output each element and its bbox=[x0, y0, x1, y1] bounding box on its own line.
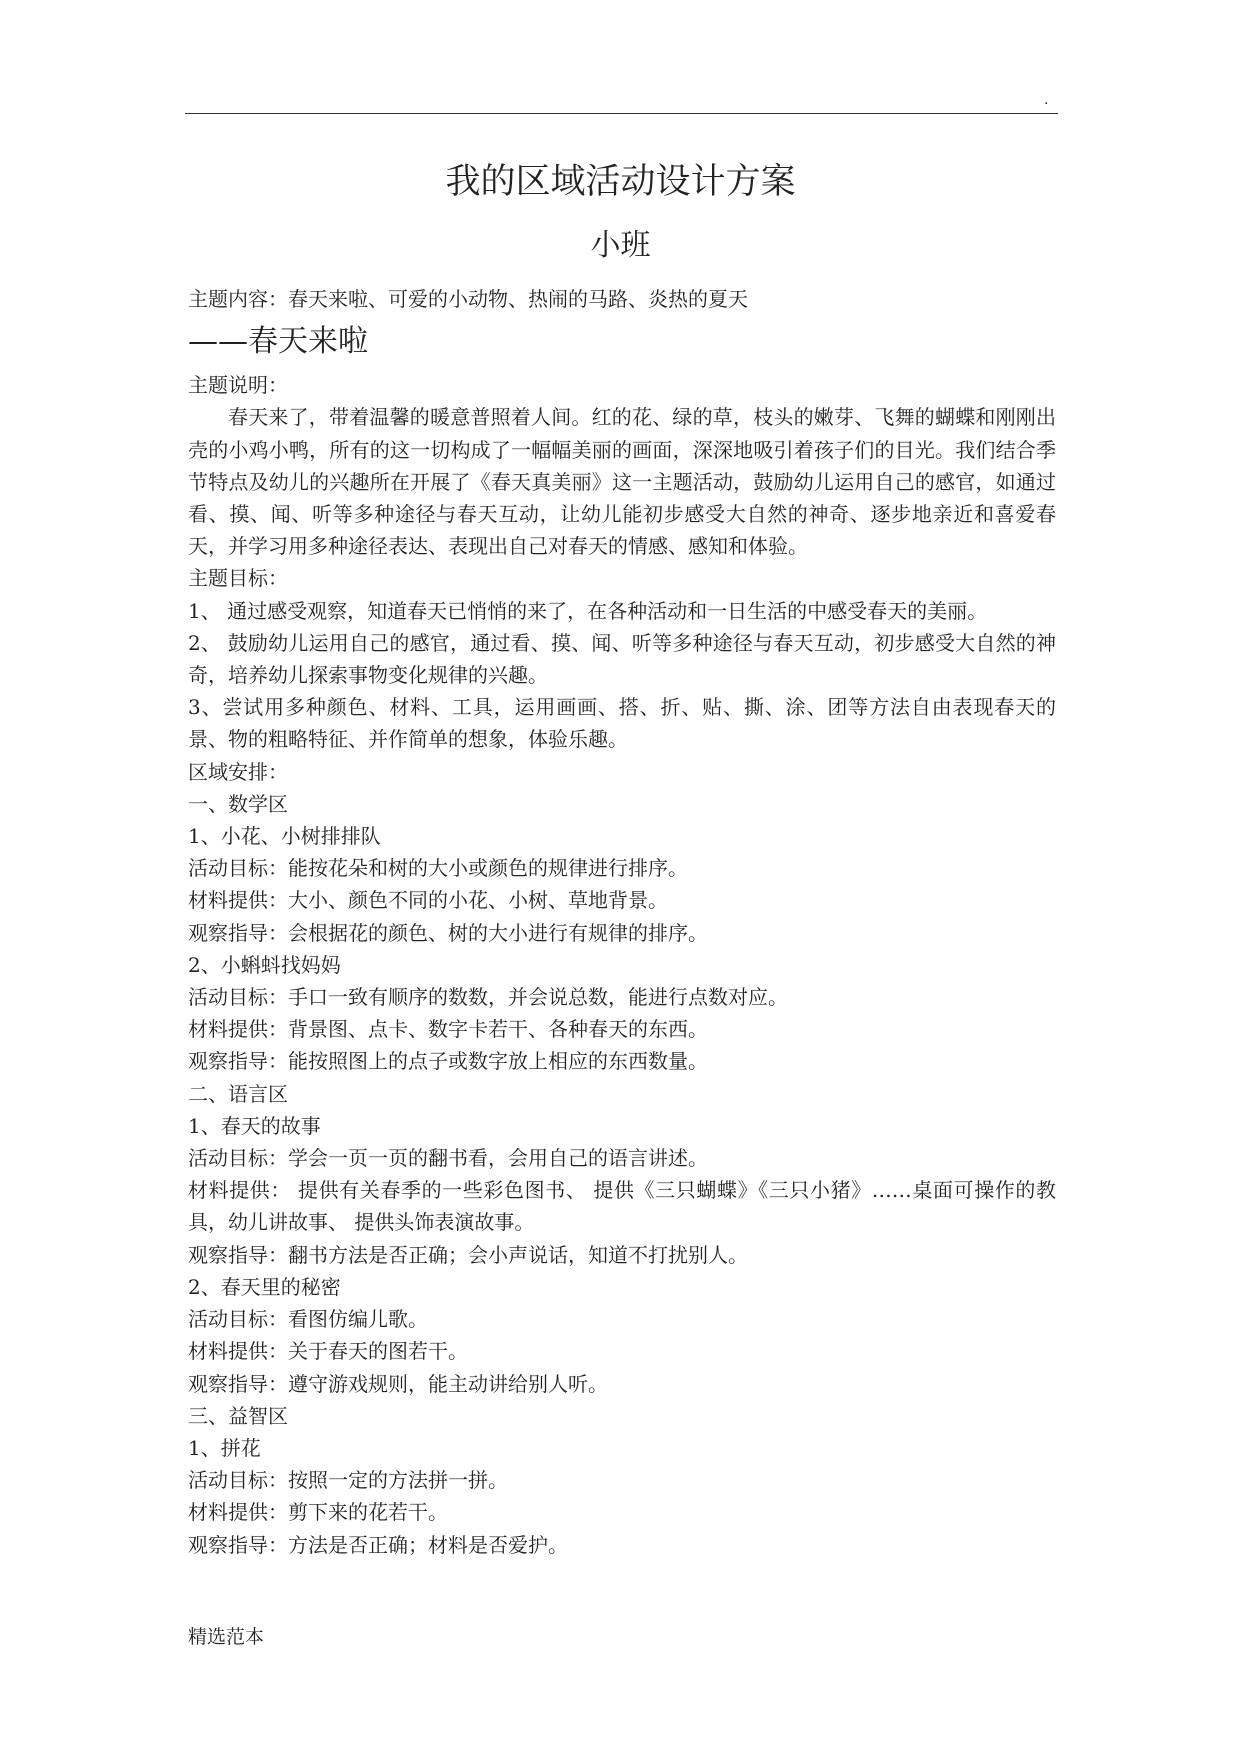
activity-material: 材料提供：关于春天的图若干。 bbox=[188, 1339, 468, 1364]
activity-title: 1、拼花 bbox=[188, 1435, 261, 1460]
activity-guide: 观察指导：方法是否正确；材料是否爱护。 bbox=[188, 1532, 568, 1557]
activity-material: 材料提供：大小、颜色不同的小花、小树、草地背景。 bbox=[188, 888, 668, 913]
header-mark: . bbox=[1044, 92, 1049, 108]
goal-item: 2、 鼓励幼儿运用自己的感官，通过看、摸、闻、听等多种途径与春天互动，初步感受大自然的神奇，培养幼儿探索事物变化规律的兴趣。 bbox=[188, 630, 1056, 688]
math-area-heading: 一、数学区 bbox=[188, 791, 288, 816]
activity-title: 1、小花、小树排排队 bbox=[188, 824, 381, 849]
explanation-text: 春天来了，带着温馨的暖意普照着人间。红的花、绿的草，枝头的嫩芽、飞舞的蝴蝶和刚刚出壳的小鸡小鸭，所有的这一切构成了一幅幅美丽的画面，深深地吸引着孩子们的目光。我们结合季节特点及幼儿的兴趣所在开展了《春天真美丽》这一主题活动，鼓励幼儿运用自己的感官，如通过看、摸、闻、听等多种途径与春天互动，让幼儿能初步感受大自然的神奇、逐步地亲近和喜爱春天，并学习用多种途径表达、表现出自己对春天的情感、感知和体验。 bbox=[188, 405, 1056, 559]
arrangement-label: 区域安排： bbox=[188, 759, 288, 784]
activity-guide: 观察指导：能按照图上的点子或数字放上相应的东西数量。 bbox=[188, 1049, 708, 1074]
section-heading: ——春天来啦 bbox=[188, 324, 368, 360]
document-title: 我的区域活动设计方案 bbox=[445, 162, 796, 202]
goal-item: 1、 通过感受观察，知道春天已悄悄的来了，在各种活动和一日生活的中感受春天的美丽。 bbox=[188, 598, 988, 623]
class-name: 小班 bbox=[590, 228, 651, 263]
goals-label: 主题目标： bbox=[188, 566, 288, 591]
footer-text: 精选范本 bbox=[188, 1626, 265, 1648]
activity-guide: 观察指导：会根据花的颜色、树的大小进行有规律的排序。 bbox=[188, 920, 708, 945]
goal-item: 3、尝试用多种颜色、材料、工具，运用画画、搭、折、贴、撕、涂、团等方法自由表现春天的景、物的粗略特征、并作简单的想象，体验乐趣。 bbox=[188, 695, 1056, 752]
activity-goal: 活动目标：能按花朵和树的大小或颜色的规律进行排序。 bbox=[188, 856, 688, 881]
activity-title: 2、小蝌蚪找妈妈 bbox=[188, 952, 341, 977]
activity-goal: 活动目标：学会一页一页的翻书看，会用自己的语言讲述。 bbox=[188, 1146, 708, 1171]
activity-title: 2、春天里的秘密 bbox=[188, 1274, 341, 1299]
activity-material: 材料提供：背景图、点卡、数字卡若干、各种春天的东西。 bbox=[188, 1017, 708, 1042]
activity-goal: 活动目标：手口一致有顺序的数数，并会说总数，能进行点数对应。 bbox=[188, 985, 788, 1010]
puzzle-area-heading: 三、益智区 bbox=[188, 1403, 288, 1428]
activity-goal: 活动目标：按照一定的方法拼一拼。 bbox=[188, 1468, 508, 1493]
activity-material: 材料提供： 提供有关春季的一些彩色图书、 提供《三只蝴蝶》《三只小猪》……桌面可操作的教具，幼儿讲故事、 提供头饰表演故事。 bbox=[188, 1178, 1056, 1235]
header-rule bbox=[185, 113, 1058, 114]
document-body bbox=[188, 283, 1056, 1561]
activity-title: 1、春天的故事 bbox=[188, 1113, 321, 1138]
explanation-label: 主题说明： bbox=[188, 373, 288, 398]
activity-material: 材料提供：剪下来的花若干。 bbox=[188, 1500, 448, 1525]
activity-goal: 活动目标：看图仿编儿歌。 bbox=[188, 1307, 428, 1332]
activity-guide: 观察指导：翻书方法是否正确；会小声说话，知道不打扰别人。 bbox=[188, 1242, 748, 1267]
theme-content: 主题内容：春天来啦、可爱的小动物、热闹的马路、炎热的夏天 bbox=[188, 287, 748, 311]
language-area-heading: 二、语言区 bbox=[188, 1081, 288, 1106]
activity-guide: 观察指导：遵守游戏规则，能主动讲给别人听。 bbox=[188, 1371, 608, 1396]
